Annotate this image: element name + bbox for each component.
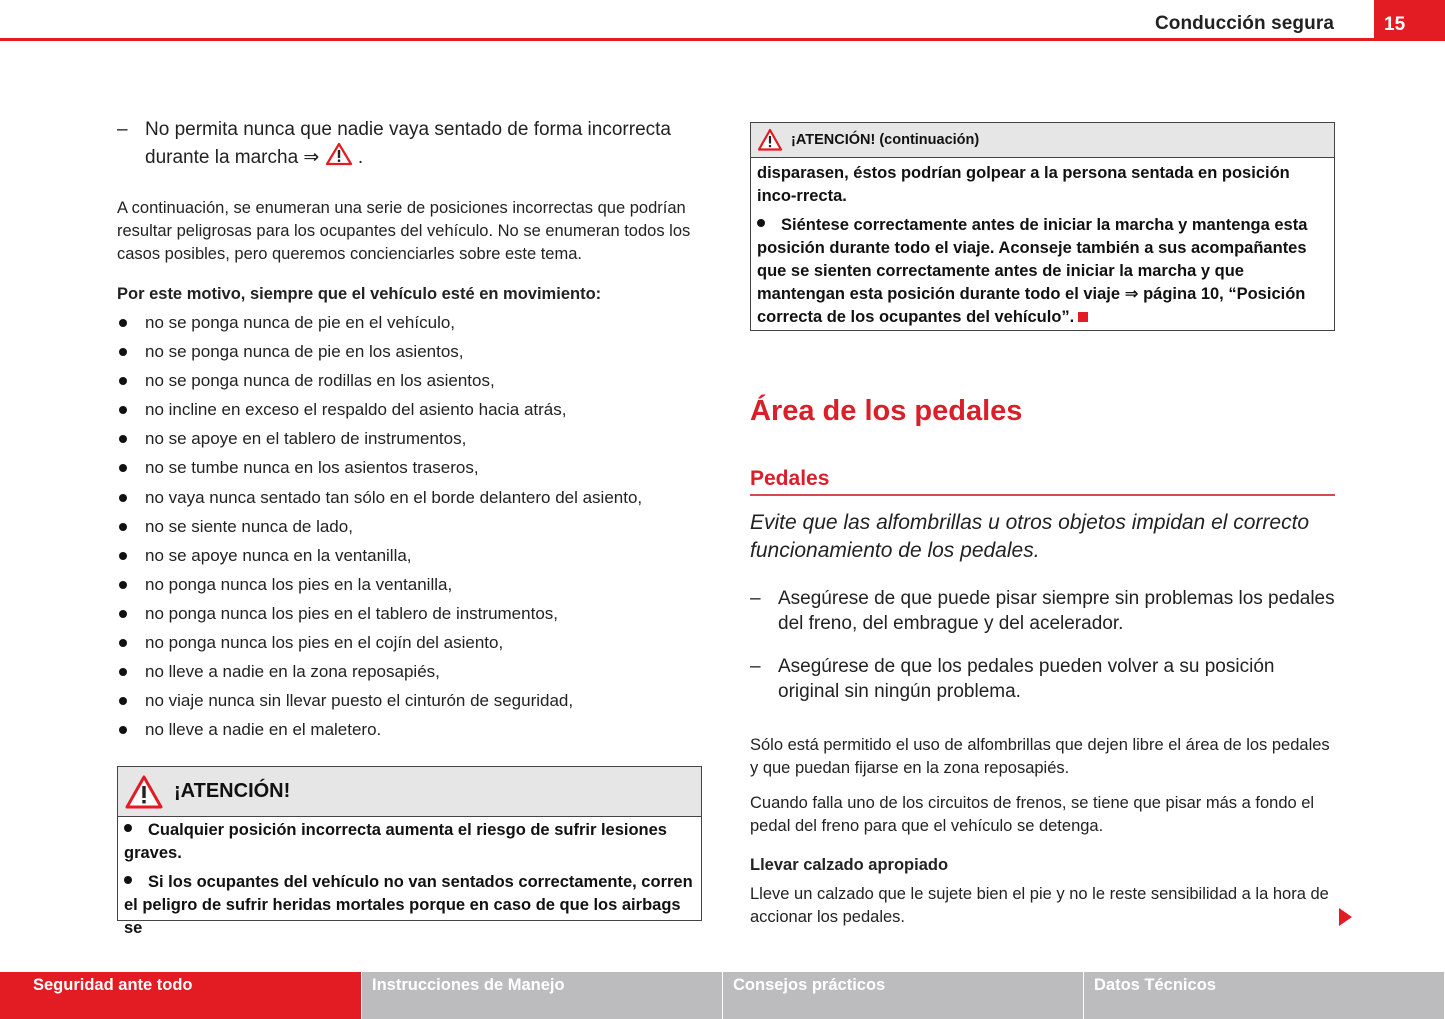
bullet-icon: [119, 581, 127, 589]
paragraph: Cuando falla uno de los circuitos de frenos, se tiene que pisar más a fondo el pedal del freno para que el vehículo se detenga.: [750, 794, 1315, 835]
section-title: Área de los pedales: [750, 395, 1023, 427]
intro-paragraph: A continuación, se enumeran una serie de posiciones incorrectas que podrían resultar peligrosas para los ocupantes del vehículo. No se enumeran todos los casos posibles, pero queremos concienciarles sobre este tema.: [117, 199, 691, 263]
list-item: no se tumbe nunca en los asientos traseros,: [117, 456, 702, 485]
list-item: no se ponga nunca de pie en los asientos,: [117, 340, 702, 369]
list-item: no ponga nunca los pies en el cojín del asiento,: [117, 631, 702, 660]
dash-marker: –: [750, 656, 761, 677]
bullet-icon: [119, 610, 127, 618]
subsection-title: Pedales: [750, 467, 830, 490]
list-item: no se ponga nunca de pie en el vehículo,: [117, 311, 702, 340]
list-item: no viaje nunca sin llevar puesto el cinturón de seguridad,: [117, 689, 702, 718]
warning-box-title: ¡ATENCIÓN! (continuación): [791, 132, 980, 148]
list-item: no se ponga nunca de rodillas en los asientos,: [117, 369, 702, 398]
warning-triangle-icon: [124, 774, 164, 810]
tab-datos-tecnicos[interactable]: Datos Técnicos: [1084, 972, 1444, 1019]
dash-marker: –: [117, 119, 128, 140]
warning-box-continuation: [750, 122, 1335, 331]
warning-box-body: [751, 158, 1334, 329]
bullet-icon: [124, 876, 132, 884]
dash-item-line2: durante la marcha ⇒: [145, 147, 320, 168]
list-item: no ponga nunca los pies en el tablero de instrumentos,: [117, 602, 702, 631]
warning-continued-text: disparasen, éstos podrían golpear a la persona sentada en posición inco-rrecta.: [757, 164, 1290, 205]
bullet-icon: [119, 406, 127, 414]
next-page-arrow-icon[interactable]: [1339, 908, 1352, 926]
paragraph: Sólo está permitido el uso de alfombrillas que dejen libre el área de los pedales y que puedan fijarse en la zona reposapiés.: [750, 736, 1330, 777]
footwear-heading: Llevar calzado apropiado: [750, 856, 949, 874]
intro-italic: Evite que las alfombrillas u otros objetos impidan el correcto funcionamiento de los pedales.: [750, 511, 1310, 562]
bullet-icon: [119, 726, 127, 734]
list-heading: Por este motivo, siempre que el vehículo esté en movimiento:: [117, 285, 602, 303]
footwear-paragraph: Lleve un calzado que le sujete bien el pie y no le reste sensibilidad a la hora de accionar los pedales.: [750, 885, 1329, 926]
list-item: no incline en exceso el respaldo del asiento hacia atrás,: [117, 398, 702, 427]
dash-marker: –: [750, 588, 761, 609]
warning-box-header: [751, 123, 1334, 158]
footer-nav: [0, 972, 1445, 1019]
warning-box-title: ¡ATENCIÓN!: [174, 780, 291, 802]
warning-triangle-icon: [757, 128, 783, 152]
bullet-icon: [119, 639, 127, 647]
warning-box-body: [118, 817, 701, 940]
list-item: no se siente nunca de lado,: [117, 515, 702, 544]
list-item: no se apoye en el tablero de instrumentos,: [117, 427, 702, 456]
header-section-title: Conducción segura: [1154, 13, 1334, 34]
end-of-section-icon: [1078, 312, 1088, 322]
dash-item: – Asegúrese de que los pedales pueden volver a su posición original sin ningún problema.: [750, 656, 1275, 702]
warning-item: Cualquier posición incorrecta aumenta el riesgo de sufrir lesiones graves.: [124, 821, 667, 862]
subsection-divider: [750, 494, 1335, 496]
warning-item: Siéntese correctamente antes de iniciar la marcha y mantenga esta posición durante todo el viaje. Aconseje también a sus acompañantes que se sienten correctamente antes de iniciar la marcha y que mantengan esta posición durante todo el viaje ⇒ página 10, “Posición correcta de los ocupantes del vehículo”.: [757, 216, 1308, 326]
incorrect-positions-list: [117, 311, 702, 747]
dash-item: [117, 117, 702, 170]
bullet-icon: [124, 824, 132, 832]
list-item: no lleve a nadie en el maletero.: [117, 718, 702, 747]
bullet-icon: [119, 552, 127, 560]
list-item: no vaya nunca sentado tan sólo en el borde delantero del asiento,: [117, 486, 702, 515]
list-item: no ponga nunca los pies en la ventanilla,: [117, 573, 702, 602]
tab-consejos-practicos[interactable]: Consejos prácticos: [723, 972, 1083, 1019]
bullet-icon: [119, 319, 127, 327]
warning-triangle-icon[interactable]: [325, 142, 353, 166]
bullet-icon: [119, 697, 127, 705]
header-divider: [0, 38, 1445, 41]
dash-item: – Asegúrese de que puede pisar siempre sin problemas los pedales del freno, del embrague y del acelerador.: [750, 588, 1335, 634]
bullet-icon: [119, 348, 127, 356]
list-item: no se apoye nunca en la ventanilla,: [117, 544, 702, 573]
warning-box: [117, 766, 702, 937]
page-number: 15: [1374, 0, 1445, 41]
bullet-icon: [757, 219, 765, 227]
tab-seguridad-ante-todo[interactable]: Seguridad ante todo: [0, 972, 361, 1019]
bullet-icon: [119, 523, 127, 531]
bullet-icon: [119, 668, 127, 676]
warning-item: Si los ocupantes del vehículo no van sentados correctamente, corren el peligro de sufrir heridas mortales porque en caso de que los airbags se: [124, 873, 693, 937]
bullet-icon: [119, 435, 127, 443]
bullet-icon: [119, 377, 127, 385]
warning-box-header: [118, 767, 701, 817]
tab-instrucciones-de-manejo[interactable]: Instrucciones de Manejo: [362, 972, 722, 1019]
list-item: no lleve a nadie en la zona reposapiés,: [117, 660, 702, 689]
dash-item-line1: No permita nunca que nadie vaya sentado de forma incorrecta: [145, 119, 671, 140]
bullet-icon: [119, 494, 127, 502]
bullet-icon: [119, 464, 127, 472]
dash-item-trailing: .: [357, 147, 364, 168]
